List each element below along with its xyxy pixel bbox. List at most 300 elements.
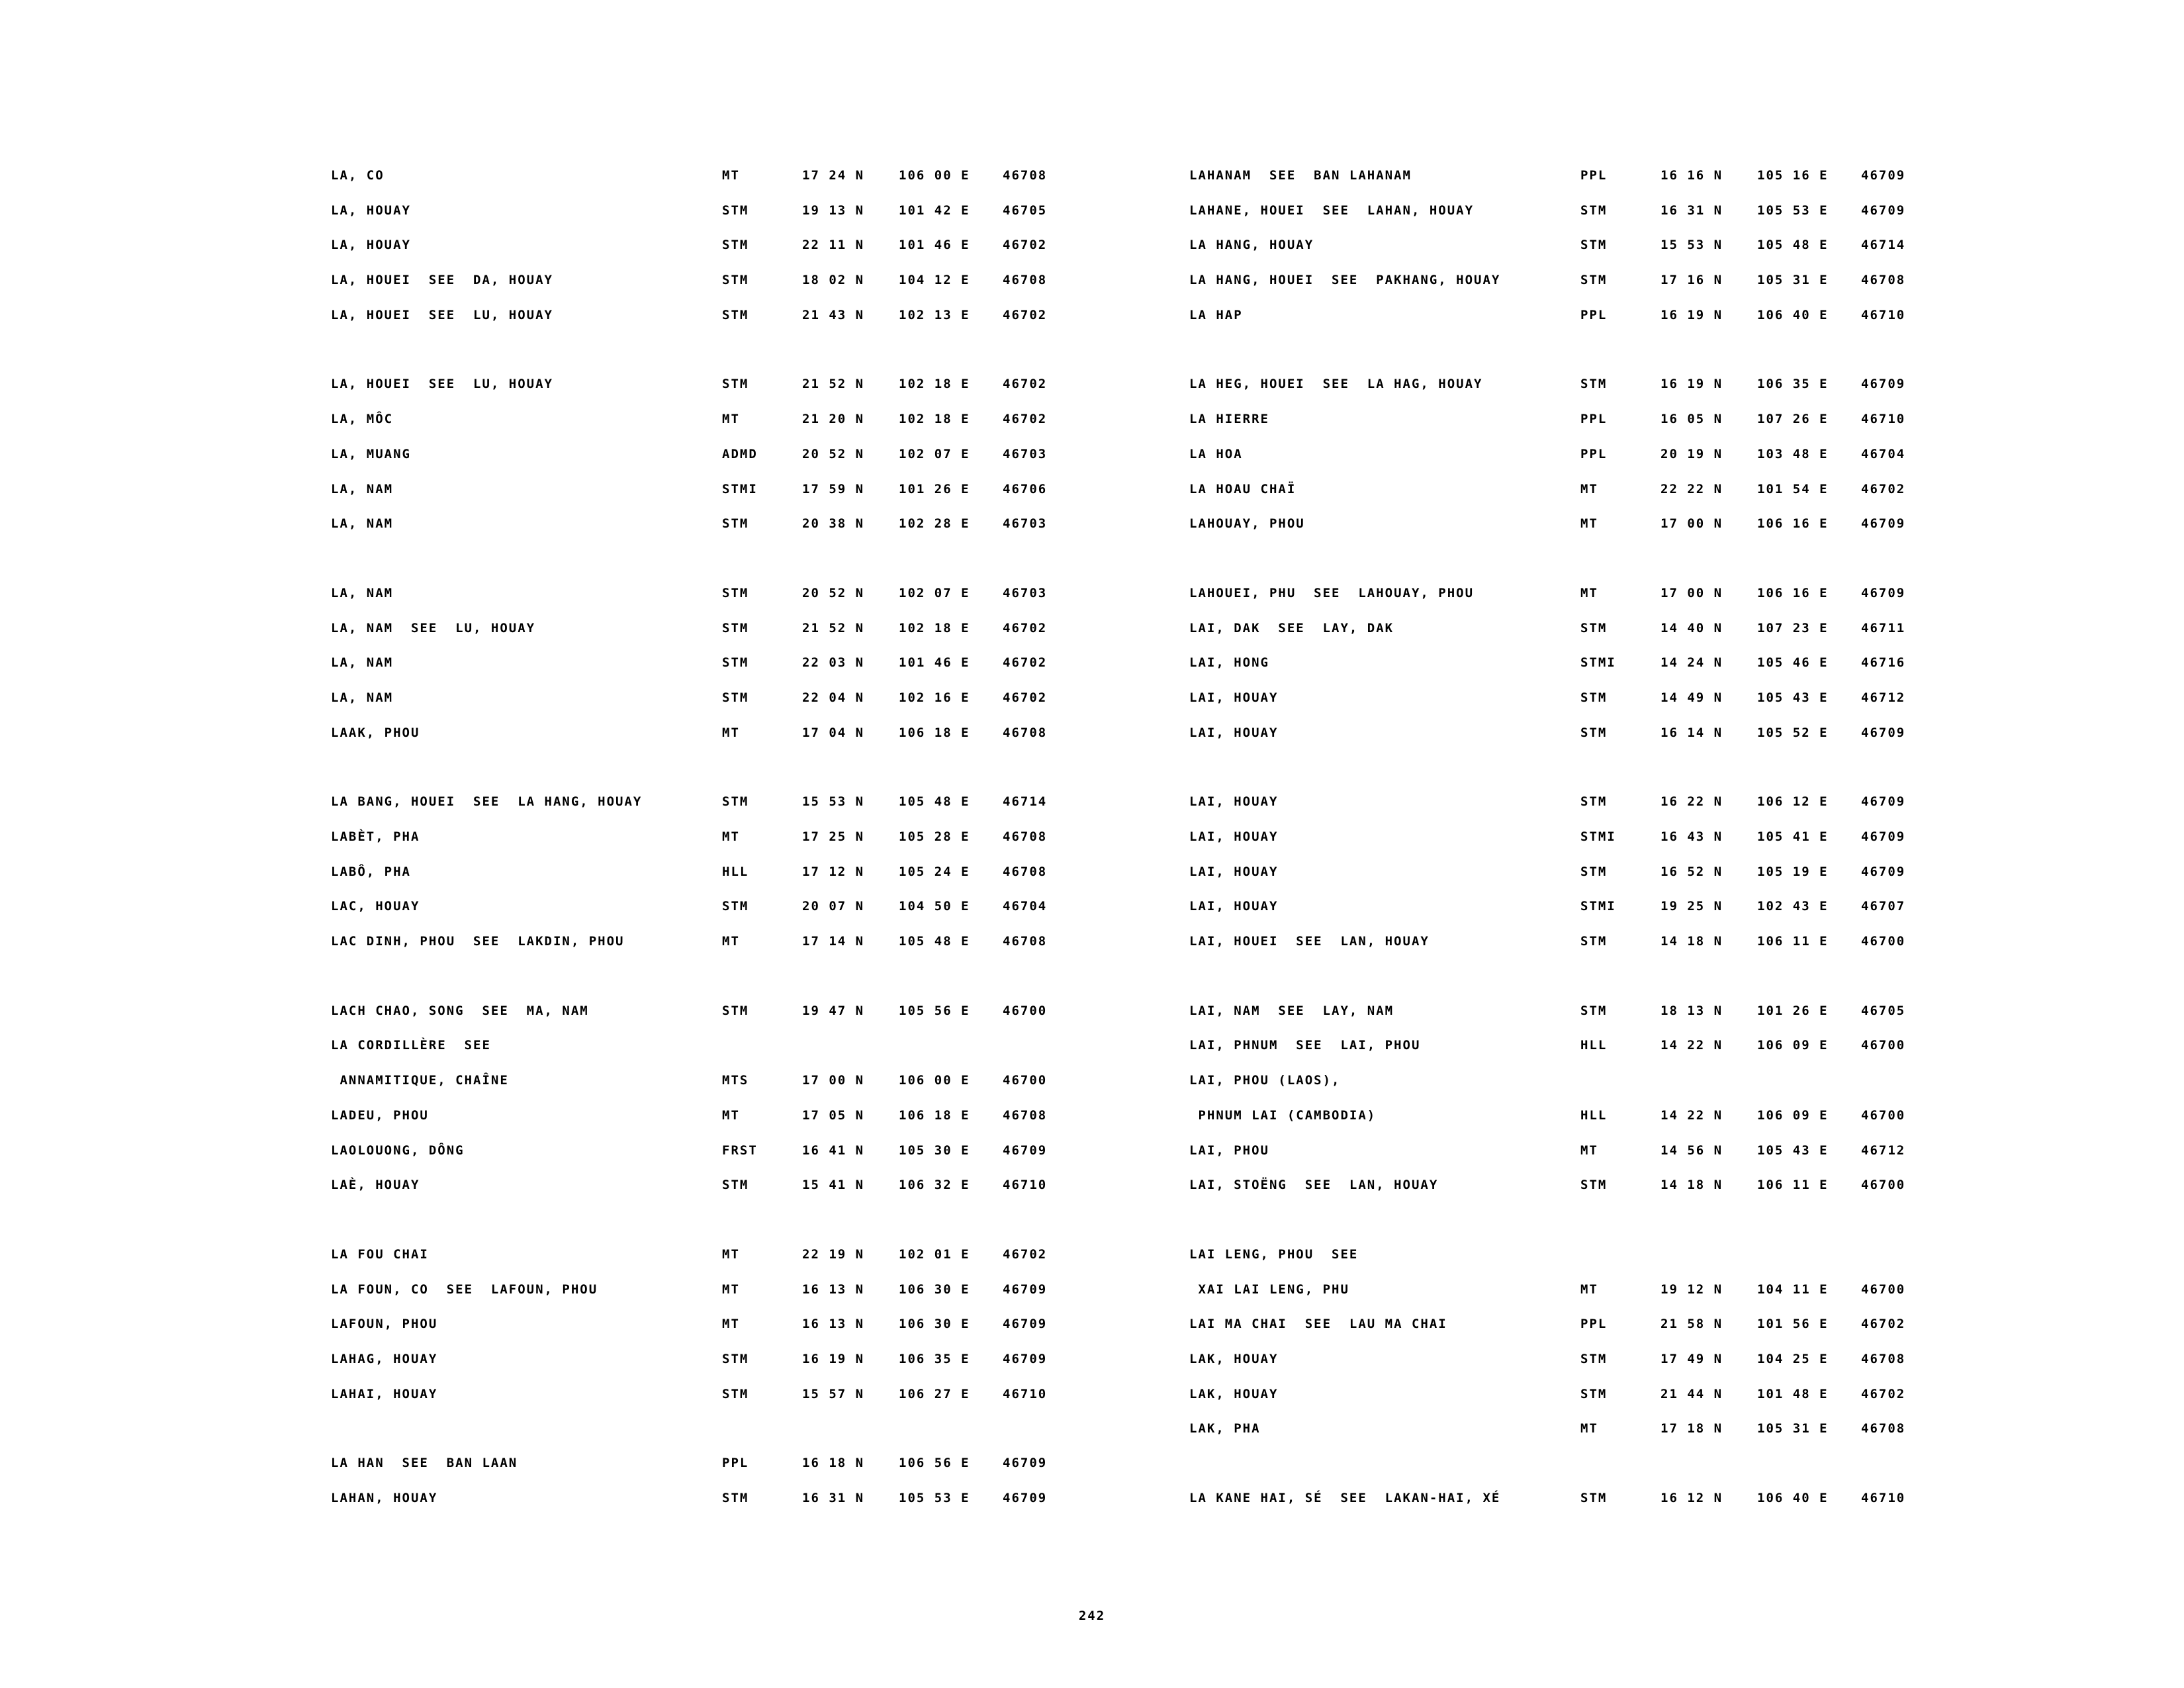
entry-latitude: 16 18 N — [802, 1456, 865, 1471]
entry-name: ANNAMITIQUE, CHAÎNE — [331, 1073, 509, 1088]
entry-map-code: 46703 — [1003, 585, 1048, 600]
entry-name: LAHOUEI, PHU SEE LAHOUAY, PHOU — [1189, 585, 1475, 600]
entry-name: LA FOUN, CO SEE LAFOUN, PHOU — [331, 1282, 598, 1297]
entry-map-code: 46702 — [1003, 238, 1048, 253]
entry-name: LA, HOUEI SEE LU, HOUAY — [331, 307, 553, 322]
entry-class: STM — [722, 377, 749, 392]
entry-longitude: 106 09 E — [1757, 1038, 1829, 1053]
entry-map-code: 46702 — [1003, 307, 1048, 322]
entry-longitude: 106 18 E — [899, 725, 970, 740]
entry-map-code: 46708 — [1003, 168, 1048, 183]
entry-latitude: 17 00 N — [1661, 516, 1723, 532]
entry-longitude: 106 40 E — [1757, 1491, 1829, 1505]
entry-longitude: 102 18 E — [899, 412, 970, 427]
entry-map-code: 46709 — [1861, 829, 1906, 844]
entry-class: PPL — [1580, 1317, 1608, 1332]
entry-name: LAFOUN, PHOU — [331, 1317, 438, 1332]
entry-name: PHNUM LAI (CAMBODIA) — [1189, 1107, 1377, 1123]
entry-longitude: 105 30 E — [899, 1143, 970, 1158]
entry-latitude: 22 19 N — [802, 1246, 865, 1262]
entry-map-code: 46705 — [1003, 203, 1048, 218]
entry-longitude: 106 30 E — [899, 1282, 970, 1297]
entry-latitude: 17 18 N — [1661, 1421, 1723, 1436]
entry-map-code: 46700 — [1861, 1107, 1906, 1123]
entry-map-code: 46714 — [1861, 238, 1906, 253]
entry-latitude: 21 20 N — [802, 412, 865, 427]
entry-name: LA, NAM — [331, 516, 394, 532]
entry-class: MTS — [722, 1073, 749, 1088]
entry-longitude: 106 35 E — [899, 1351, 970, 1366]
entry-longitude: 102 07 E — [899, 446, 970, 461]
entry-latitude: 16 12 N — [1661, 1491, 1723, 1505]
entry-name: LAK, HOUAY — [1189, 1386, 1279, 1401]
entry-latitude: 20 07 N — [802, 899, 865, 914]
entry-longitude: 102 16 E — [899, 690, 970, 705]
entry-map-code: 46702 — [1003, 1246, 1048, 1262]
entry-latitude: 16 31 N — [1661, 203, 1723, 218]
entry-latitude: 20 38 N — [802, 516, 865, 532]
entry-map-code: 46700 — [1003, 1003, 1048, 1018]
entry-longitude: 101 26 E — [1757, 1003, 1829, 1018]
entry-latitude: 15 57 N — [802, 1386, 865, 1401]
entry-name: LAI, STOËNG SEE LAN, HOUAY — [1189, 1178, 1439, 1193]
entry-name: LA, NAM — [331, 481, 394, 496]
entry-map-code: 46702 — [1003, 690, 1048, 705]
entry-map-code: 46709 — [1861, 794, 1906, 810]
entry-class: STM — [722, 1491, 749, 1505]
entry-map-code: 46709 — [1861, 168, 1906, 183]
entry-map-code: 46714 — [1003, 794, 1048, 810]
entry-name: LA, NAM — [331, 690, 394, 705]
entry-latitude: 15 41 N — [802, 1178, 865, 1193]
entry-name: LAI, PHOU (LAOS), — [1189, 1073, 1341, 1088]
entry-longitude: 107 26 E — [1757, 412, 1829, 427]
entry-class: STM — [1580, 1178, 1608, 1193]
entry-map-code: 46709 — [1861, 864, 1906, 879]
entry-class: STMI — [1580, 899, 1616, 914]
entry-latitude: 20 52 N — [802, 585, 865, 600]
entry-class: MT — [722, 168, 740, 183]
entry-name: LAI, PHOU — [1189, 1143, 1269, 1158]
entry-longitude: 106 30 E — [899, 1317, 970, 1332]
entry-longitude: 105 28 E — [899, 829, 970, 844]
entry-name: LAÈ, HOUAY — [331, 1178, 420, 1193]
entry-latitude: 17 59 N — [802, 481, 865, 496]
entry-name: LAI LENG, PHOU SEE — [1189, 1246, 1359, 1262]
entry-latitude: 21 58 N — [1661, 1317, 1723, 1332]
entry-map-code: 46710 — [1003, 1386, 1048, 1401]
entry-latitude: 16 52 N — [1661, 864, 1723, 879]
entry-latitude: 16 19 N — [802, 1351, 865, 1366]
entry-longitude: 105 46 E — [1757, 655, 1829, 671]
entry-latitude: 17 49 N — [1661, 1351, 1723, 1366]
entry-map-code: 46702 — [1003, 620, 1048, 635]
entry-latitude: 14 49 N — [1661, 690, 1723, 705]
entry-longitude: 104 12 E — [899, 273, 970, 288]
entry-name: LAI, HONG — [1189, 655, 1269, 671]
entry-name: LAI, HOUAY — [1189, 725, 1279, 740]
entry-longitude: 106 18 E — [899, 1107, 970, 1123]
entry-name: LA, MUANG — [331, 446, 411, 461]
entry-map-code: 46712 — [1861, 690, 1906, 705]
entry-class: STM — [1580, 864, 1608, 879]
entry-name: LAI, HOUAY — [1189, 829, 1279, 844]
entry-class: STM — [1580, 690, 1608, 705]
entry-name: LA, HOUEI SEE LU, HOUAY — [331, 377, 553, 392]
entry-map-code: 46709 — [1861, 725, 1906, 740]
entry-map-code: 46700 — [1861, 1178, 1906, 1193]
entry-map-code: 46710 — [1861, 412, 1906, 427]
entry-longitude: 106 12 E — [1757, 794, 1829, 810]
entry-class: STM — [722, 516, 749, 532]
entry-latitude: 14 24 N — [1661, 655, 1723, 671]
entry-name: LAI, PHNUM SEE LAI, PHOU — [1189, 1038, 1421, 1053]
entry-latitude: 17 04 N — [802, 725, 865, 740]
entry-class: HLL — [1580, 1038, 1608, 1053]
entry-name: LAC, HOUAY — [331, 899, 420, 914]
entry-longitude: 101 56 E — [1757, 1317, 1829, 1332]
entry-map-code: 46700 — [1861, 1282, 1906, 1297]
entry-longitude: 105 53 E — [899, 1491, 970, 1505]
entry-name: LA CORDILLÈRE SEE — [331, 1038, 491, 1053]
entry-map-code: 46708 — [1003, 273, 1048, 288]
entry-name: LA, MÔC — [331, 412, 394, 427]
entry-map-code: 46710 — [1003, 1178, 1048, 1193]
entry-longitude: 101 54 E — [1757, 481, 1829, 496]
entry-latitude: 18 13 N — [1661, 1003, 1723, 1018]
entry-latitude: 16 43 N — [1661, 829, 1723, 844]
entry-longitude: 106 00 E — [899, 1073, 970, 1088]
entry-longitude: 101 26 E — [899, 481, 970, 496]
entry-name: LA HEG, HOUEI SEE LA HAG, HOUAY — [1189, 377, 1483, 392]
entry-class: MT — [1580, 585, 1598, 600]
entry-class: STM — [722, 1351, 749, 1366]
entry-longitude: 105 48 E — [899, 934, 970, 949]
entry-longitude: 104 11 E — [1757, 1282, 1829, 1297]
entry-map-code: 46700 — [1861, 1038, 1906, 1053]
entry-latitude: 19 12 N — [1661, 1282, 1723, 1297]
entry-longitude: 106 35 E — [1757, 377, 1829, 392]
entry-latitude: 16 22 N — [1661, 794, 1723, 810]
entry-longitude: 106 16 E — [1757, 585, 1829, 600]
entry-map-code: 46710 — [1861, 1491, 1906, 1505]
entry-map-code: 46708 — [1003, 829, 1048, 844]
entry-name: LA FOU CHAI — [331, 1246, 429, 1262]
entry-map-code: 46706 — [1003, 481, 1048, 496]
entry-longitude: 106 56 E — [899, 1456, 970, 1471]
entry-map-code: 46702 — [1003, 377, 1048, 392]
entry-longitude: 105 56 E — [899, 1003, 970, 1018]
entry-class: STM — [722, 585, 749, 600]
entry-class: STM — [722, 1178, 749, 1193]
entry-latitude: 16 19 N — [1661, 377, 1723, 392]
entry-latitude: 17 05 N — [802, 1107, 865, 1123]
entry-longitude: 105 16 E — [1757, 168, 1829, 183]
entry-latitude: 20 19 N — [1661, 446, 1723, 461]
entry-name: LADEU, PHOU — [331, 1107, 429, 1123]
entry-map-code: 46707 — [1861, 899, 1906, 914]
entry-class: HLL — [722, 864, 749, 879]
entry-name: XAI LAI LENG, PHU — [1189, 1282, 1349, 1297]
entry-longitude: 106 32 E — [899, 1178, 970, 1193]
entry-name: LAI, HOUAY — [1189, 794, 1279, 810]
entry-class: STMI — [1580, 829, 1616, 844]
entry-class: PPL — [722, 1456, 749, 1471]
entry-latitude: 22 04 N — [802, 690, 865, 705]
entry-class: STM — [1580, 725, 1608, 740]
entry-latitude: 15 53 N — [1661, 238, 1723, 253]
entry-class: STM — [722, 307, 749, 322]
entry-longitude: 106 00 E — [899, 168, 970, 183]
entry-latitude: 14 56 N — [1661, 1143, 1723, 1158]
entry-latitude: 19 47 N — [802, 1003, 865, 1018]
entry-class: FRST — [722, 1143, 758, 1158]
entry-name: LA HAN SEE BAN LAAN — [331, 1456, 518, 1471]
entry-class: STM — [722, 690, 749, 705]
entry-longitude: 105 48 E — [899, 794, 970, 810]
entry-class: PPL — [1580, 446, 1608, 461]
entry-class: STM — [722, 1386, 749, 1401]
entry-class: MT — [1580, 1421, 1598, 1436]
entry-name: LAAK, PHOU — [331, 725, 420, 740]
entry-class: MT — [722, 934, 740, 949]
entry-latitude: 14 40 N — [1661, 620, 1723, 635]
entry-class: STM — [722, 655, 749, 671]
entry-latitude: 18 02 N — [802, 273, 865, 288]
entry-name: LAI, HOUEI SEE LAN, HOUAY — [1189, 934, 1430, 949]
entry-latitude: 15 53 N — [802, 794, 865, 810]
entry-map-code: 46709 — [1861, 585, 1906, 600]
entry-class: MT — [722, 1246, 740, 1262]
entry-latitude: 14 18 N — [1661, 1178, 1723, 1193]
entry-latitude: 16 13 N — [802, 1317, 865, 1332]
entry-longitude: 106 40 E — [1757, 307, 1829, 322]
entry-name: LAI, NAM SEE LAY, NAM — [1189, 1003, 1394, 1018]
entry-latitude: 17 00 N — [1661, 585, 1723, 600]
entry-class: STM — [1580, 620, 1608, 635]
entry-map-code: 46702 — [1003, 655, 1048, 671]
entry-class: STM — [1580, 1386, 1608, 1401]
entry-name: LAI, DAK SEE LAY, DAK — [1189, 620, 1394, 635]
entry-map-code: 46709 — [1003, 1282, 1048, 1297]
entry-latitude: 21 43 N — [802, 307, 865, 322]
entry-latitude: 16 19 N — [1661, 307, 1723, 322]
entry-longitude: 101 48 E — [1757, 1386, 1829, 1401]
entry-name: LAI, HOUAY — [1189, 690, 1279, 705]
entry-longitude: 102 28 E — [899, 516, 970, 532]
entry-map-code: 46702 — [1861, 481, 1906, 496]
entry-class: MT — [1580, 1143, 1598, 1158]
entry-longitude: 101 46 E — [899, 238, 970, 253]
entry-class: STM — [722, 794, 749, 810]
entry-name: LA, HOUAY — [331, 203, 411, 218]
entry-class: MT — [722, 1317, 740, 1332]
entry-name: LA KANE HAI, SÉ SEE LAKAN-HAI, XÉ — [1189, 1491, 1501, 1505]
entry-map-code: 46703 — [1003, 446, 1048, 461]
entry-name: LAHANE, HOUEI SEE LAHAN, HOUAY — [1189, 203, 1475, 218]
entry-latitude: 17 14 N — [802, 934, 865, 949]
entry-longitude: 105 52 E — [1757, 725, 1829, 740]
entry-latitude: 17 24 N — [802, 168, 865, 183]
entry-latitude: 22 22 N — [1661, 481, 1723, 496]
entry-class: STM — [1580, 1003, 1608, 1018]
entry-class: PPL — [1580, 168, 1608, 183]
entry-latitude: 21 44 N — [1661, 1386, 1723, 1401]
entry-map-code: 46709 — [1003, 1351, 1048, 1366]
entry-latitude: 17 12 N — [802, 864, 865, 879]
entry-longitude: 105 24 E — [899, 864, 970, 879]
entry-map-code: 46709 — [1861, 516, 1906, 532]
entry-name: LAI MA CHAI SEE LAU MA CHAI — [1189, 1317, 1447, 1332]
entry-latitude: 14 18 N — [1661, 934, 1723, 949]
entry-map-code: 46700 — [1003, 1073, 1048, 1088]
entry-name: LAOLOUONG, DÔNG — [331, 1143, 465, 1158]
entry-class: STM — [1580, 238, 1608, 253]
entry-map-code: 46708 — [1861, 273, 1906, 288]
entry-name: LAHAI, HOUAY — [331, 1386, 438, 1401]
entry-name: LAC DINH, PHOU SEE LAKDIN, PHOU — [331, 934, 625, 949]
entry-latitude: 21 52 N — [802, 620, 865, 635]
entry-class: STM — [722, 203, 749, 218]
entry-name: LABÈT, PHA — [331, 829, 420, 844]
entry-class: STM — [1580, 1491, 1608, 1505]
entry-class: STM — [722, 620, 749, 635]
entry-map-code: 46708 — [1861, 1351, 1906, 1366]
entry-latitude: 16 31 N — [802, 1491, 865, 1505]
entry-name: LAHAN, HOUAY — [331, 1491, 438, 1505]
entry-class: MT — [1580, 1282, 1598, 1297]
entry-name: LACH CHAO, SONG SEE MA, NAM — [331, 1003, 589, 1018]
entry-name: LABÔ, PHA — [331, 864, 411, 879]
entry-longitude: 101 46 E — [899, 655, 970, 671]
entry-class: STM — [1580, 794, 1608, 810]
entry-latitude: 17 25 N — [802, 829, 865, 844]
entry-class: STM — [722, 238, 749, 253]
entry-class: STM — [1580, 203, 1608, 218]
entry-class: STM — [722, 899, 749, 914]
entry-class: MT — [1580, 481, 1598, 496]
entry-longitude: 103 48 E — [1757, 446, 1829, 461]
entry-latitude: 16 41 N — [802, 1143, 865, 1158]
entry-name: LA, HOUAY — [331, 238, 411, 253]
entry-longitude: 102 07 E — [899, 585, 970, 600]
entry-class: STM — [1580, 934, 1608, 949]
entry-map-code: 46709 — [1003, 1317, 1048, 1332]
entry-name: LA BANG, HOUEI SEE LA HANG, HOUAY — [331, 794, 643, 810]
entry-name: LA HOAU CHAÏ — [1189, 481, 1297, 496]
entry-class: STMI — [722, 481, 758, 496]
entry-class: STM — [1580, 1351, 1608, 1366]
entry-name: LAK, HOUAY — [1189, 1351, 1279, 1366]
entry-latitude: 22 03 N — [802, 655, 865, 671]
entry-longitude: 106 11 E — [1757, 1178, 1829, 1193]
entry-class: HLL — [1580, 1107, 1608, 1123]
entry-longitude: 102 18 E — [899, 377, 970, 392]
entry-class: MT — [722, 725, 740, 740]
entry-map-code: 46700 — [1861, 934, 1906, 949]
entry-longitude: 105 43 E — [1757, 690, 1829, 705]
entry-map-code: 46702 — [1003, 412, 1048, 427]
entry-class: PPL — [1580, 412, 1608, 427]
entry-name: LAHAG, HOUAY — [331, 1351, 438, 1366]
entry-map-code: 46703 — [1003, 516, 1048, 532]
entry-class: MT — [722, 829, 740, 844]
entry-map-code: 46711 — [1861, 620, 1906, 635]
entry-longitude: 107 23 E — [1757, 620, 1829, 635]
entry-map-code: 46704 — [1003, 899, 1048, 914]
entry-map-code: 46708 — [1003, 934, 1048, 949]
entry-longitude: 106 16 E — [1757, 516, 1829, 532]
entry-longitude: 101 42 E — [899, 203, 970, 218]
entry-latitude: 16 14 N — [1661, 725, 1723, 740]
entry-class: STM — [1580, 377, 1608, 392]
page-number: 242 — [1078, 1609, 1106, 1623]
entry-map-code: 46708 — [1861, 1421, 1906, 1436]
entry-name: LAI, HOUAY — [1189, 899, 1279, 914]
entry-longitude: 104 50 E — [899, 899, 970, 914]
entry-class: STM — [722, 273, 749, 288]
entry-latitude: 22 11 N — [802, 238, 865, 253]
entry-name: LA, NAM — [331, 585, 394, 600]
entry-name: LAI, HOUAY — [1189, 864, 1279, 879]
entry-longitude: 102 13 E — [899, 307, 970, 322]
entry-map-code: 46709 — [1003, 1491, 1048, 1505]
entry-class: MT — [722, 1107, 740, 1123]
entry-map-code: 46702 — [1861, 1386, 1906, 1401]
entry-name: LA, CO — [331, 168, 385, 183]
entry-class: MT — [1580, 516, 1598, 532]
entry-longitude: 105 43 E — [1757, 1143, 1829, 1158]
entry-latitude: 14 22 N — [1661, 1038, 1723, 1053]
entry-latitude: 14 22 N — [1661, 1107, 1723, 1123]
entry-latitude: 16 13 N — [802, 1282, 865, 1297]
entry-longitude: 106 09 E — [1757, 1107, 1829, 1123]
entry-name: LA, NAM SEE LU, HOUAY — [331, 620, 536, 635]
entry-name: LAK, PHA — [1189, 1421, 1261, 1436]
entry-name: LA HANG, HOUAY — [1189, 238, 1314, 253]
entry-map-code: 46708 — [1003, 1107, 1048, 1123]
entry-latitude: 19 13 N — [802, 203, 865, 218]
entry-name: LAHOUAY, PHOU — [1189, 516, 1305, 532]
entry-latitude: 17 16 N — [1661, 273, 1723, 288]
entry-latitude: 17 00 N — [802, 1073, 865, 1088]
entry-longitude: 102 01 E — [899, 1246, 970, 1262]
entry-longitude: 102 43 E — [1757, 899, 1829, 914]
entry-name: LAHANAM SEE BAN LAHANAM — [1189, 168, 1412, 183]
entry-name: LA HOA — [1189, 446, 1243, 461]
entry-latitude: 19 25 N — [1661, 899, 1723, 914]
entry-longitude: 102 18 E — [899, 620, 970, 635]
entry-map-code: 46709 — [1003, 1456, 1048, 1471]
entry-longitude: 105 48 E — [1757, 238, 1829, 253]
entry-class: MT — [722, 1282, 740, 1297]
entry-map-code: 46709 — [1861, 377, 1906, 392]
entry-map-code: 46712 — [1861, 1143, 1906, 1158]
entry-map-code: 46705 — [1861, 1003, 1906, 1018]
entry-map-code: 46710 — [1861, 307, 1906, 322]
entry-class: STM — [722, 1003, 749, 1018]
entry-map-code: 46709 — [1861, 203, 1906, 218]
entry-name: LA HAP — [1189, 307, 1243, 322]
entry-name: LA, HOUEI SEE DA, HOUAY — [331, 273, 553, 288]
entry-latitude: 20 52 N — [802, 446, 865, 461]
entry-map-code: 46704 — [1861, 446, 1906, 461]
entry-class: ADMD — [722, 446, 758, 461]
entry-longitude: 106 27 E — [899, 1386, 970, 1401]
entry-longitude: 105 53 E — [1757, 203, 1829, 218]
entry-longitude: 106 11 E — [1757, 934, 1829, 949]
entry-longitude: 105 31 E — [1757, 1421, 1829, 1436]
